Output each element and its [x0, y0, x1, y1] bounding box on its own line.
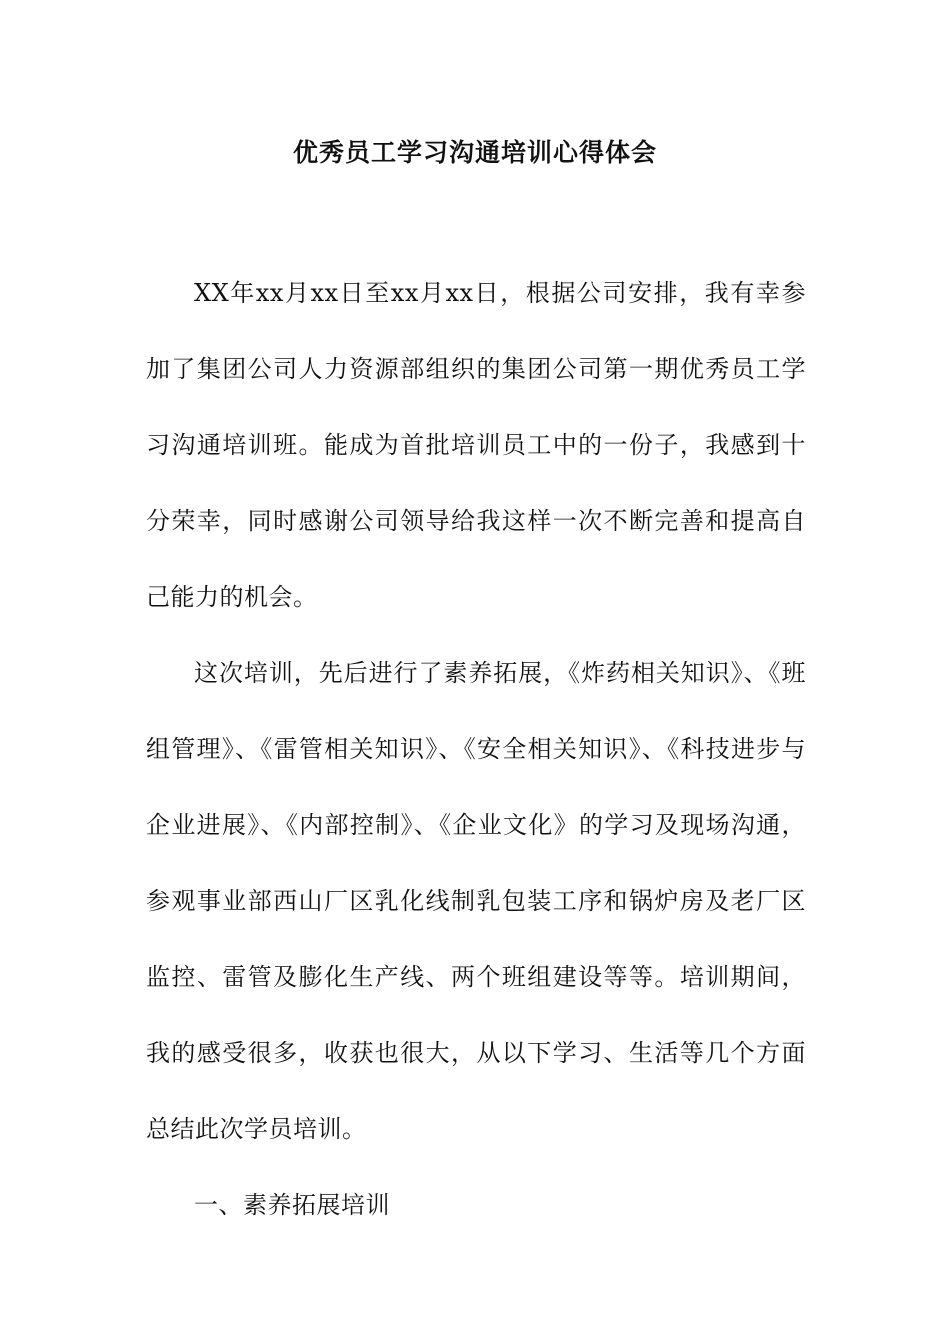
paragraph-intro: XX年xx月xx日至xx月xx日，根据公司安排，我有幸参加了集团公司人力资源部组织的集团公司第一期优秀员工学习沟通培训班。能成为首批培训员工中的一份子，我感到十分荣幸，同时感谢公司领导给我这样一次不断完善和提高自己能力的机会。 — [146, 279, 806, 611]
document-body — [146, 255, 806, 1243]
paragraph-training-content: 这次培训，先后进行了素养拓展，《炸药相关知识》、《班组管理》、《雷管相关知识》、《安全相关知识》、《科技进步与企业进展》、《内部控制》、《企业文化》的学习及现场沟通，参观事业部西山厂区乳化线制乳包装工序和锅炉房及老厂区监控、雷管及膨化生产线、两个班组建设等等。培训期间，我的感受很多，收获也很大，从以下学习、生活等几个方面总结此次学员培训。 — [146, 659, 806, 1143]
document-title: 优秀员工学习沟通培训心得体会 — [292, 138, 657, 167]
section-heading-quality-expansion: 一、素养拓展培训 — [194, 1191, 390, 1219]
